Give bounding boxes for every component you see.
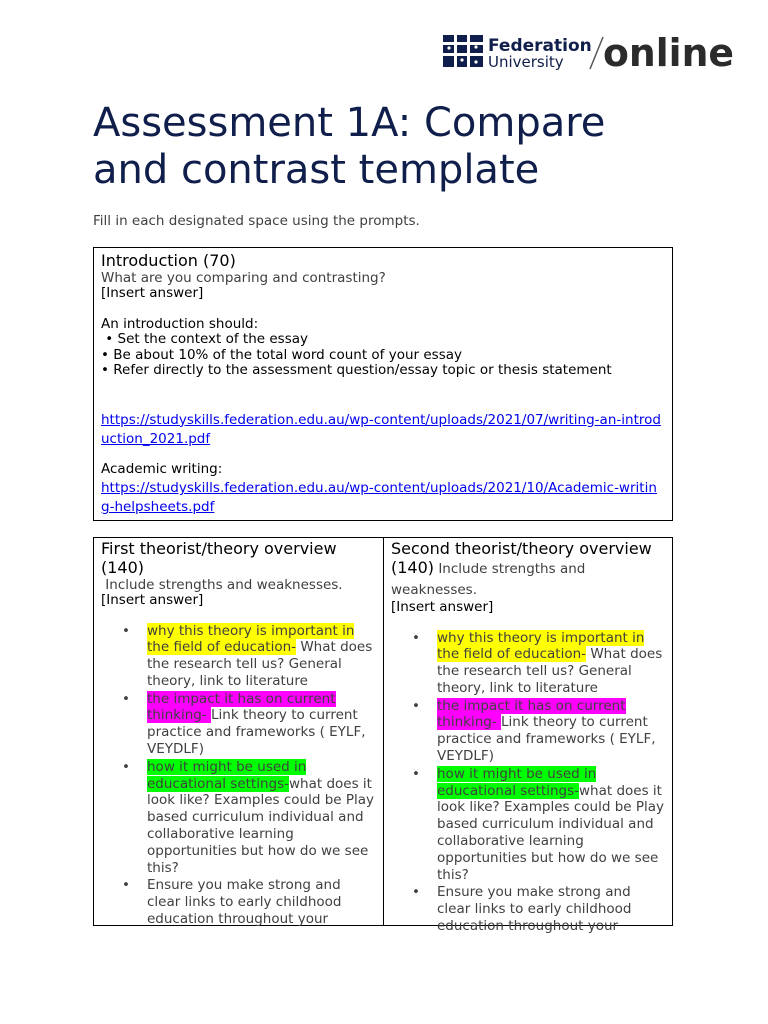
highlight-text: why this theory is important in the field of education- xyxy=(437,629,645,663)
bullet-text: Link theory to current practice and frameworks ( EYLF, VEYDLF) xyxy=(437,714,656,765)
first-theorist-bullets xyxy=(101,623,376,928)
page-title xyxy=(93,100,693,194)
second-theorist-heading-text: Second theorist/theory overview (140) xyxy=(391,539,652,577)
list-item xyxy=(391,630,665,697)
introduction-point: • Set the context of the essay xyxy=(101,331,309,347)
introduction-should-label: An introduction should: xyxy=(101,315,259,332)
list-item xyxy=(101,691,376,758)
theorist-table xyxy=(93,537,673,935)
list-item xyxy=(101,759,376,877)
highlight-text: how it might be used in educational settings- xyxy=(147,758,307,792)
list-item xyxy=(391,884,665,934)
second-theorist-insert-answer[interactable]: [Insert answer] xyxy=(391,599,494,615)
bullet-text: what does it look like? Examples could be Play based curriculum individual and collaborative learning opportunities but how do we see this? xyxy=(147,775,375,876)
list-item xyxy=(101,877,376,927)
introduction-point: • Be about 10% of the total word count of your essay xyxy=(101,346,462,363)
introduction-prompt: What are you comparing and contrasting? xyxy=(101,270,386,286)
bullet-text: Ensure you make strong and clear links to early childhood education throughout your xyxy=(437,884,632,935)
first-theorist-prompt: Include strengths and weaknesses. xyxy=(101,577,343,593)
logo-name2: University xyxy=(488,53,564,71)
first-theorist-heading xyxy=(101,539,376,577)
bullet-text: What does the research tell us? General theory, link to literature xyxy=(437,646,663,696)
highlight-text: the impact it has on current thinking- xyxy=(147,690,336,724)
logo-online: online xyxy=(603,31,734,75)
highlight-text: why this theory is important in the field of education- xyxy=(147,622,355,656)
writing-introduction-link[interactable]: https://studyskills.federation.edu.au/wp-content/uploads/2021/07/writing-an-introduction_2021.pdf xyxy=(101,411,661,447)
first-theorist-heading-text: First theorist/theory overview (140) xyxy=(101,539,337,577)
logo-name: Federation xyxy=(488,36,592,56)
introduction-insert-answer[interactable]: [Insert answer] xyxy=(101,285,204,301)
academic-writing-link[interactable]: https://studyskills.federation.edu.au/wp-content/uploads/2021/10/Academic-writing-helpsheets.pdf xyxy=(101,480,657,515)
list-item xyxy=(101,623,376,690)
second-theorist-column xyxy=(383,538,672,935)
first-theorist-insert-answer[interactable]: [Insert answer] xyxy=(101,592,204,608)
second-theorist-bullets xyxy=(391,630,665,935)
flag-icon xyxy=(443,35,483,67)
bullet-text: Ensure you make strong and clear links to early childhood education throughout your xyxy=(147,877,342,928)
highlight-text: how it might be used in educational settings- xyxy=(437,765,597,799)
introduction-point: • Refer directly to the assessment question/essay topic or thesis statement xyxy=(101,362,612,378)
page-title-line2: and contrast template xyxy=(93,147,540,193)
page-title-line1: Assessment 1A: Compare xyxy=(93,100,606,146)
list-item xyxy=(391,766,665,884)
second-theorist-prompt: Include strengths and weaknesses. xyxy=(391,561,586,598)
bullet-text: Link theory to current practice and frameworks ( EYLF, VEYDLF) xyxy=(147,707,366,758)
bullet-text: What does the research tell us? General theory, link to literature xyxy=(147,639,373,689)
federation-university-online-logo xyxy=(443,31,735,75)
academic-writing-label: Academic writing: xyxy=(101,460,223,477)
instructions: Fill in each designated space using the prompts. xyxy=(93,213,420,229)
bullet-text: what does it look like? Examples could be Play based curriculum individual and collaborative learning opportunities but how do we see this? xyxy=(437,782,665,883)
first-theorist-column xyxy=(94,538,383,928)
highlight-text: the impact it has on current thinking- xyxy=(437,697,626,731)
list-item xyxy=(391,698,665,765)
introduction-heading: Introduction (70) xyxy=(101,251,236,270)
second-theorist-heading xyxy=(391,539,665,600)
introduction-box xyxy=(93,247,673,521)
